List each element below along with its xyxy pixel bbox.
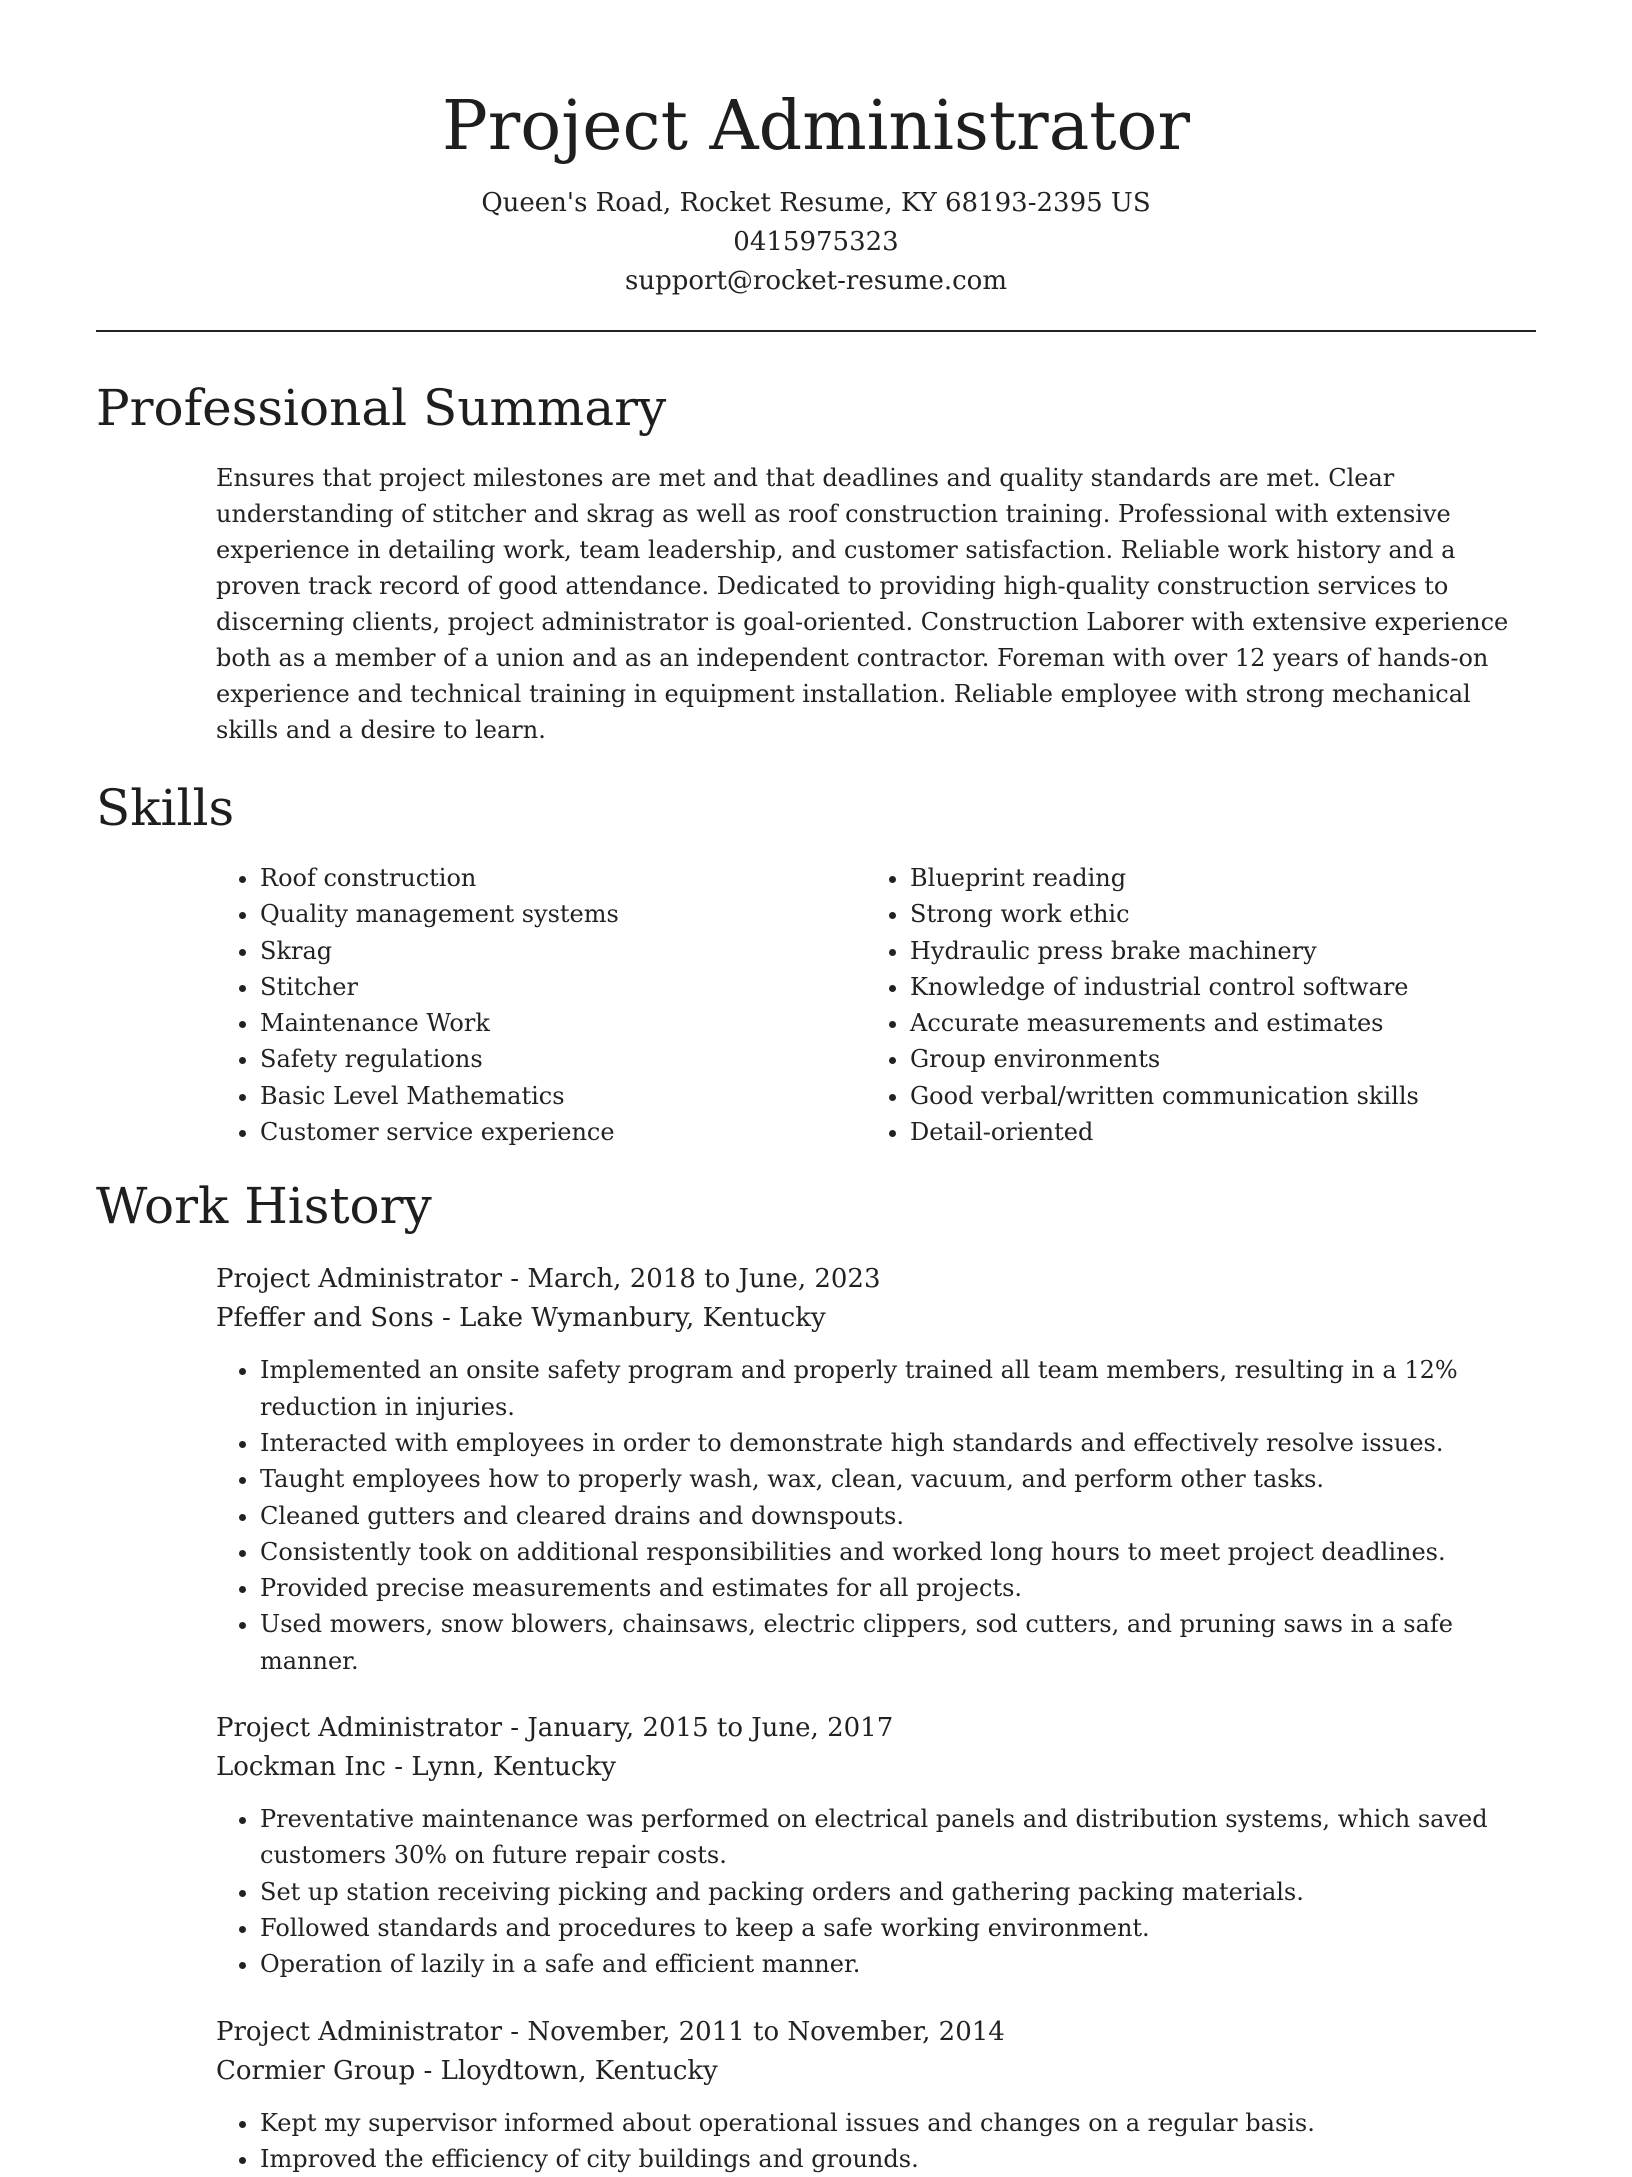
job-company: Lockman Inc [216, 1752, 386, 1783]
skill-item: • Good verbal/written communication skills [910, 1078, 1516, 1114]
resume-header [96, 0, 1536, 301]
job-bullet: • Implemented an onsite safety program and properly trained all team members, resulting in a 12% reduction in injuries. [260, 1352, 1536, 1425]
job-title-line: Project Administrator - March, 2018 to June, 2023 [216, 1264, 881, 1295]
skill-item: • Basic Level Mathematics [260, 1078, 866, 1114]
job-location: Lake Wymanbury, Kentucky [459, 1303, 826, 1334]
job-bullet: • Operation of lazily in a safe and efficient manner. [260, 1946, 1536, 1982]
skill-item: • Group environments [910, 1041, 1516, 1077]
skills-list [216, 860, 1536, 1150]
header-divider [96, 330, 1536, 332]
work-history-heading: Work History [96, 1177, 432, 1236]
job-location: Lloydtown, Kentucky [440, 2055, 718, 2086]
skills-column-right [866, 860, 1516, 1150]
resume-name: Project Administrator [442, 87, 1190, 166]
job-bullet: • Improved the efficiency of city buildings and grounds. [260, 2141, 1536, 2177]
job-bullet: • Set up station receiving picking and packing orders and gathering packing materials. [260, 1874, 1536, 1910]
job-entry [216, 2013, 1536, 2177]
skill-item: • Knowledge of industrial control software [910, 969, 1516, 1005]
job-bullet: • Followed standards and procedures to keep a safe working environment. [260, 1910, 1536, 1946]
summary-text: Ensures that project milestones are met and that deadlines and quality standards are met. Clear understanding of stitcher and skrag as well as roof construction training. Professional with extensive experience in detailing work, team leadership, and customer satisfaction. Reliable work history and a proven track record of good attendance. Dedicated to providing high-quality construction services to discerning clients, project administrator is goal-oriented. Construction Laborer with extensive experience both as a member of a union and as an independent contractor. Foreman with over 12 years of hands-on experience and technical training in equipment installation. Reliable employee with strong mechanical skills and a desire to learn. [216, 464, 1509, 744]
skill-item: • Quality management systems [260, 896, 866, 932]
job-bullet: • Preventative maintenance was performed on electrical panels and distribution systems, which saved customers 30% on future repair costs. [260, 1801, 1536, 1874]
skills-heading: Skills [96, 779, 235, 837]
skill-item: • Detail-oriented [910, 1114, 1516, 1150]
job-dates: March, 2018 to June, 2023 [527, 1264, 881, 1295]
contact-address: Queen's Road, Rocket Resume, KY 68193-2395 US [481, 188, 1151, 218]
skill-item: • Stitcher [260, 969, 866, 1005]
job-role: Project Administrator [216, 2016, 502, 2047]
job-bullets [216, 1352, 1536, 1679]
job-entry [216, 1709, 1536, 1982]
job-location: Lynn, Kentucky [411, 1752, 616, 1783]
job-company-line: Lockman Inc - Lynn, Kentucky [216, 1752, 616, 1783]
skill-item: • Roof construction [260, 860, 866, 896]
skill-item: • Skrag [260, 933, 866, 969]
resume-page [96, 0, 1536, 2177]
job-role: Project Administrator [216, 1713, 502, 1744]
job-title-line: Project Administrator - November, 2011 to November, 2014 [216, 2016, 1005, 2047]
job-company-line: Cormier Group - Lloydtown, Kentucky [216, 2055, 718, 2086]
job-bullet: • Interacted with employees in order to demonstrate high standards and effectively resolve issues. [260, 1425, 1536, 1461]
skill-item: • Safety regulations [260, 1041, 866, 1077]
job-bullet: • Provided precise measurements and estimates for all projects. [260, 1570, 1536, 1606]
skill-item: • Strong work ethic [910, 896, 1516, 932]
job-dates: January, 2015 to June, 2017 [527, 1713, 894, 1744]
contact-email: support@rocket-resume.com [624, 266, 1007, 296]
job-title-line: Project Administrator - January, 2015 to June, 2017 [216, 1713, 894, 1744]
contact-phone: 0415975323 [733, 227, 899, 257]
skill-item: • Customer service experience [260, 1114, 866, 1150]
skills-column-left [216, 860, 866, 1150]
summary-heading: Professional Summary [96, 379, 667, 437]
skill-item: • Hydraulic press brake machinery [910, 933, 1516, 969]
job-dates: November, 2011 to November, 2014 [527, 2016, 1005, 2047]
job-bullet: • Kept my supervisor informed about operational issues and changes on a regular basis. [260, 2105, 1536, 2141]
job-bullets [216, 1801, 1536, 1982]
job-bullet: • Taught employees how to properly wash, wax, clean, vacuum, and perform other tasks. [260, 1461, 1536, 1497]
skill-item: • Blueprint reading [910, 860, 1516, 896]
job-bullet: • Used mowers, snow blowers, chainsaws, electric clippers, sod cutters, and pruning saws in a safe manner. [260, 1606, 1536, 1679]
job-role: Project Administrator [216, 1264, 502, 1295]
skill-item: • Accurate measurements and estimates [910, 1005, 1516, 1041]
job-bullet: • Cleaned gutters and cleared drains and downspouts. [260, 1498, 1536, 1534]
job-company-line: Pfeffer and Sons - Lake Wymanbury, Kentucky [216, 1303, 826, 1334]
job-company: Pfeffer and Sons [216, 1303, 434, 1334]
job-bullets [216, 2105, 1536, 2177]
job-bullet: • Consistently took on additional responsibilities and worked long hours to meet project deadlines. [260, 1534, 1536, 1570]
contact-info [96, 184, 1536, 301]
job-company: Cormier Group [216, 2055, 416, 2086]
job-entry [216, 1260, 1536, 1679]
skill-item: • Maintenance Work [260, 1005, 866, 1041]
